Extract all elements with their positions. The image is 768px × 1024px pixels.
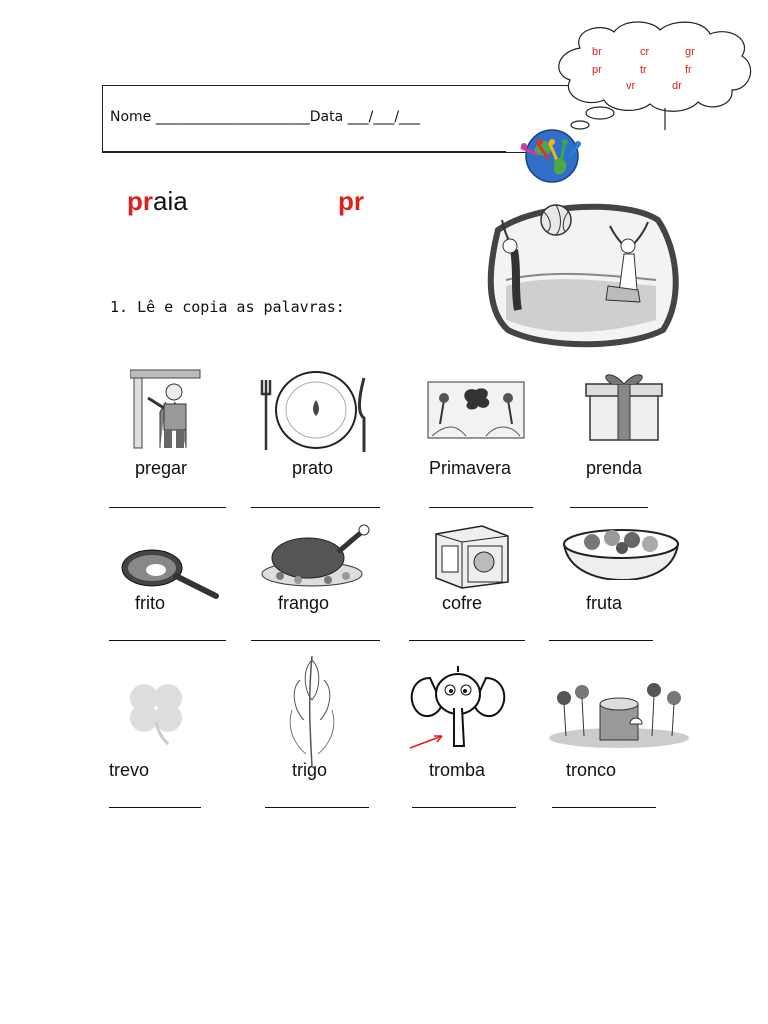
roast-chicken-icon	[258, 524, 373, 590]
word-primavera: Primavera	[429, 458, 512, 478]
fruit-bowl-icon	[560, 524, 682, 580]
answer-blank[interactable]	[109, 507, 226, 508]
word-trevo: trevo	[109, 760, 150, 780]
clover-icon	[118, 676, 198, 746]
answer-blank[interactable]	[570, 507, 648, 508]
title-letters: pr	[338, 186, 364, 216]
beach-scene-icon	[478, 190, 683, 350]
header-underline	[102, 151, 506, 152]
answer-blank[interactable]	[412, 807, 516, 808]
word-prato: prato	[292, 458, 334, 478]
cloud-vr: vr	[626, 80, 636, 92]
answer-blank[interactable]	[109, 640, 226, 641]
word-frito: frito	[135, 593, 166, 613]
answer-blank[interactable]	[265, 807, 369, 808]
wheat-icon	[282, 650, 342, 766]
elephant-icon	[406, 664, 510, 752]
thought-cloud	[552, 18, 762, 138]
answer-blank[interactable]	[429, 507, 533, 508]
cloud-br: br	[592, 46, 602, 58]
answer-blank[interactable]	[552, 807, 656, 808]
cloud-dr: dr	[672, 80, 682, 92]
name-date-line[interactable]: Nome ______________________Data ___/___/___	[110, 109, 421, 125]
title-rest: aia	[153, 186, 188, 216]
frying-pan-icon	[118, 542, 220, 602]
cloud-cr: cr	[640, 46, 650, 58]
word-trigo: trigo	[292, 760, 328, 780]
cloud-gr: gr	[685, 46, 695, 58]
spring-flowers-icon	[426, 380, 526, 440]
answer-blank[interactable]	[251, 640, 380, 641]
instruction-text: 1. Lê e copia as palavras:	[110, 298, 345, 316]
answer-blank[interactable]	[549, 640, 653, 641]
cloud-fr: fr	[685, 64, 692, 76]
word-tromba: tromba	[429, 760, 486, 780]
answer-blank[interactable]	[109, 807, 201, 808]
title-highlight: pr	[127, 186, 153, 216]
word-tronco: tronco	[566, 760, 617, 780]
cloud-tr: tr	[640, 64, 647, 76]
tree-stump-icon	[546, 680, 692, 750]
word-frango: frango	[278, 593, 330, 613]
answer-blank[interactable]	[251, 507, 380, 508]
cloud-pr: pr	[592, 64, 602, 76]
word-fruta: fruta	[586, 593, 623, 613]
word-prenda: prenda	[586, 458, 643, 478]
answer-blank[interactable]	[409, 640, 525, 641]
title-word	[127, 186, 188, 217]
word-pregar: pregar	[135, 458, 188, 478]
gift-icon	[584, 368, 664, 444]
man-hammering-icon	[130, 368, 210, 452]
safe-icon	[432, 524, 512, 590]
word-cofre: cofre	[442, 593, 483, 613]
plate-icon	[258, 370, 373, 454]
globe-logo-icon	[516, 128, 586, 184]
